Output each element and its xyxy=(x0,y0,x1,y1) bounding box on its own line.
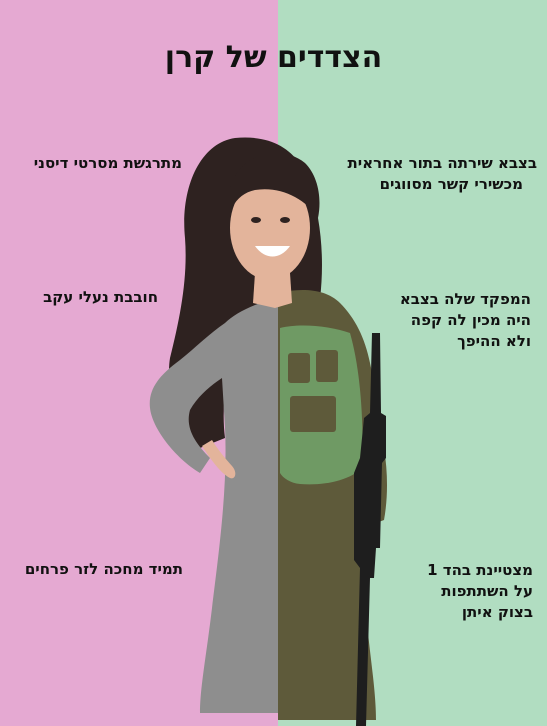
fact-line: תמיד מחכה לזר פרחים xyxy=(24,560,183,578)
tactical-vest xyxy=(280,326,363,485)
fact-line: היה מכין לה קפה xyxy=(410,311,531,329)
fact-line: מצטיינת בהד 1 xyxy=(427,561,533,579)
fact-line: המפקד שלה בצבא xyxy=(399,290,531,308)
fact-high-heels xyxy=(43,287,158,308)
fact-army-radio-role xyxy=(348,153,537,195)
dress-body xyxy=(150,298,278,713)
fact-disney-movies xyxy=(34,153,182,174)
keren-portrait-illustration xyxy=(140,128,410,726)
fact-flower-bouquet xyxy=(25,559,183,580)
poster-title: הצדדים של קרן xyxy=(164,40,383,75)
fact-line: מכשירי קשר מסווגים xyxy=(379,175,523,193)
fact-line: ולא ההיפך xyxy=(457,332,531,350)
fact-line: בצוק איתן xyxy=(461,603,533,621)
fact-line: מתרגשת מסרטי דיסני xyxy=(33,154,182,172)
fact-commander-coffee xyxy=(400,289,531,352)
fact-line: חובבת נעלי עקב xyxy=(43,288,158,306)
fact-line: בצבא שירתה בתור אחראית xyxy=(347,154,537,172)
fact-line: על השתתפות xyxy=(441,582,533,600)
fact-excellence-award xyxy=(427,560,533,623)
